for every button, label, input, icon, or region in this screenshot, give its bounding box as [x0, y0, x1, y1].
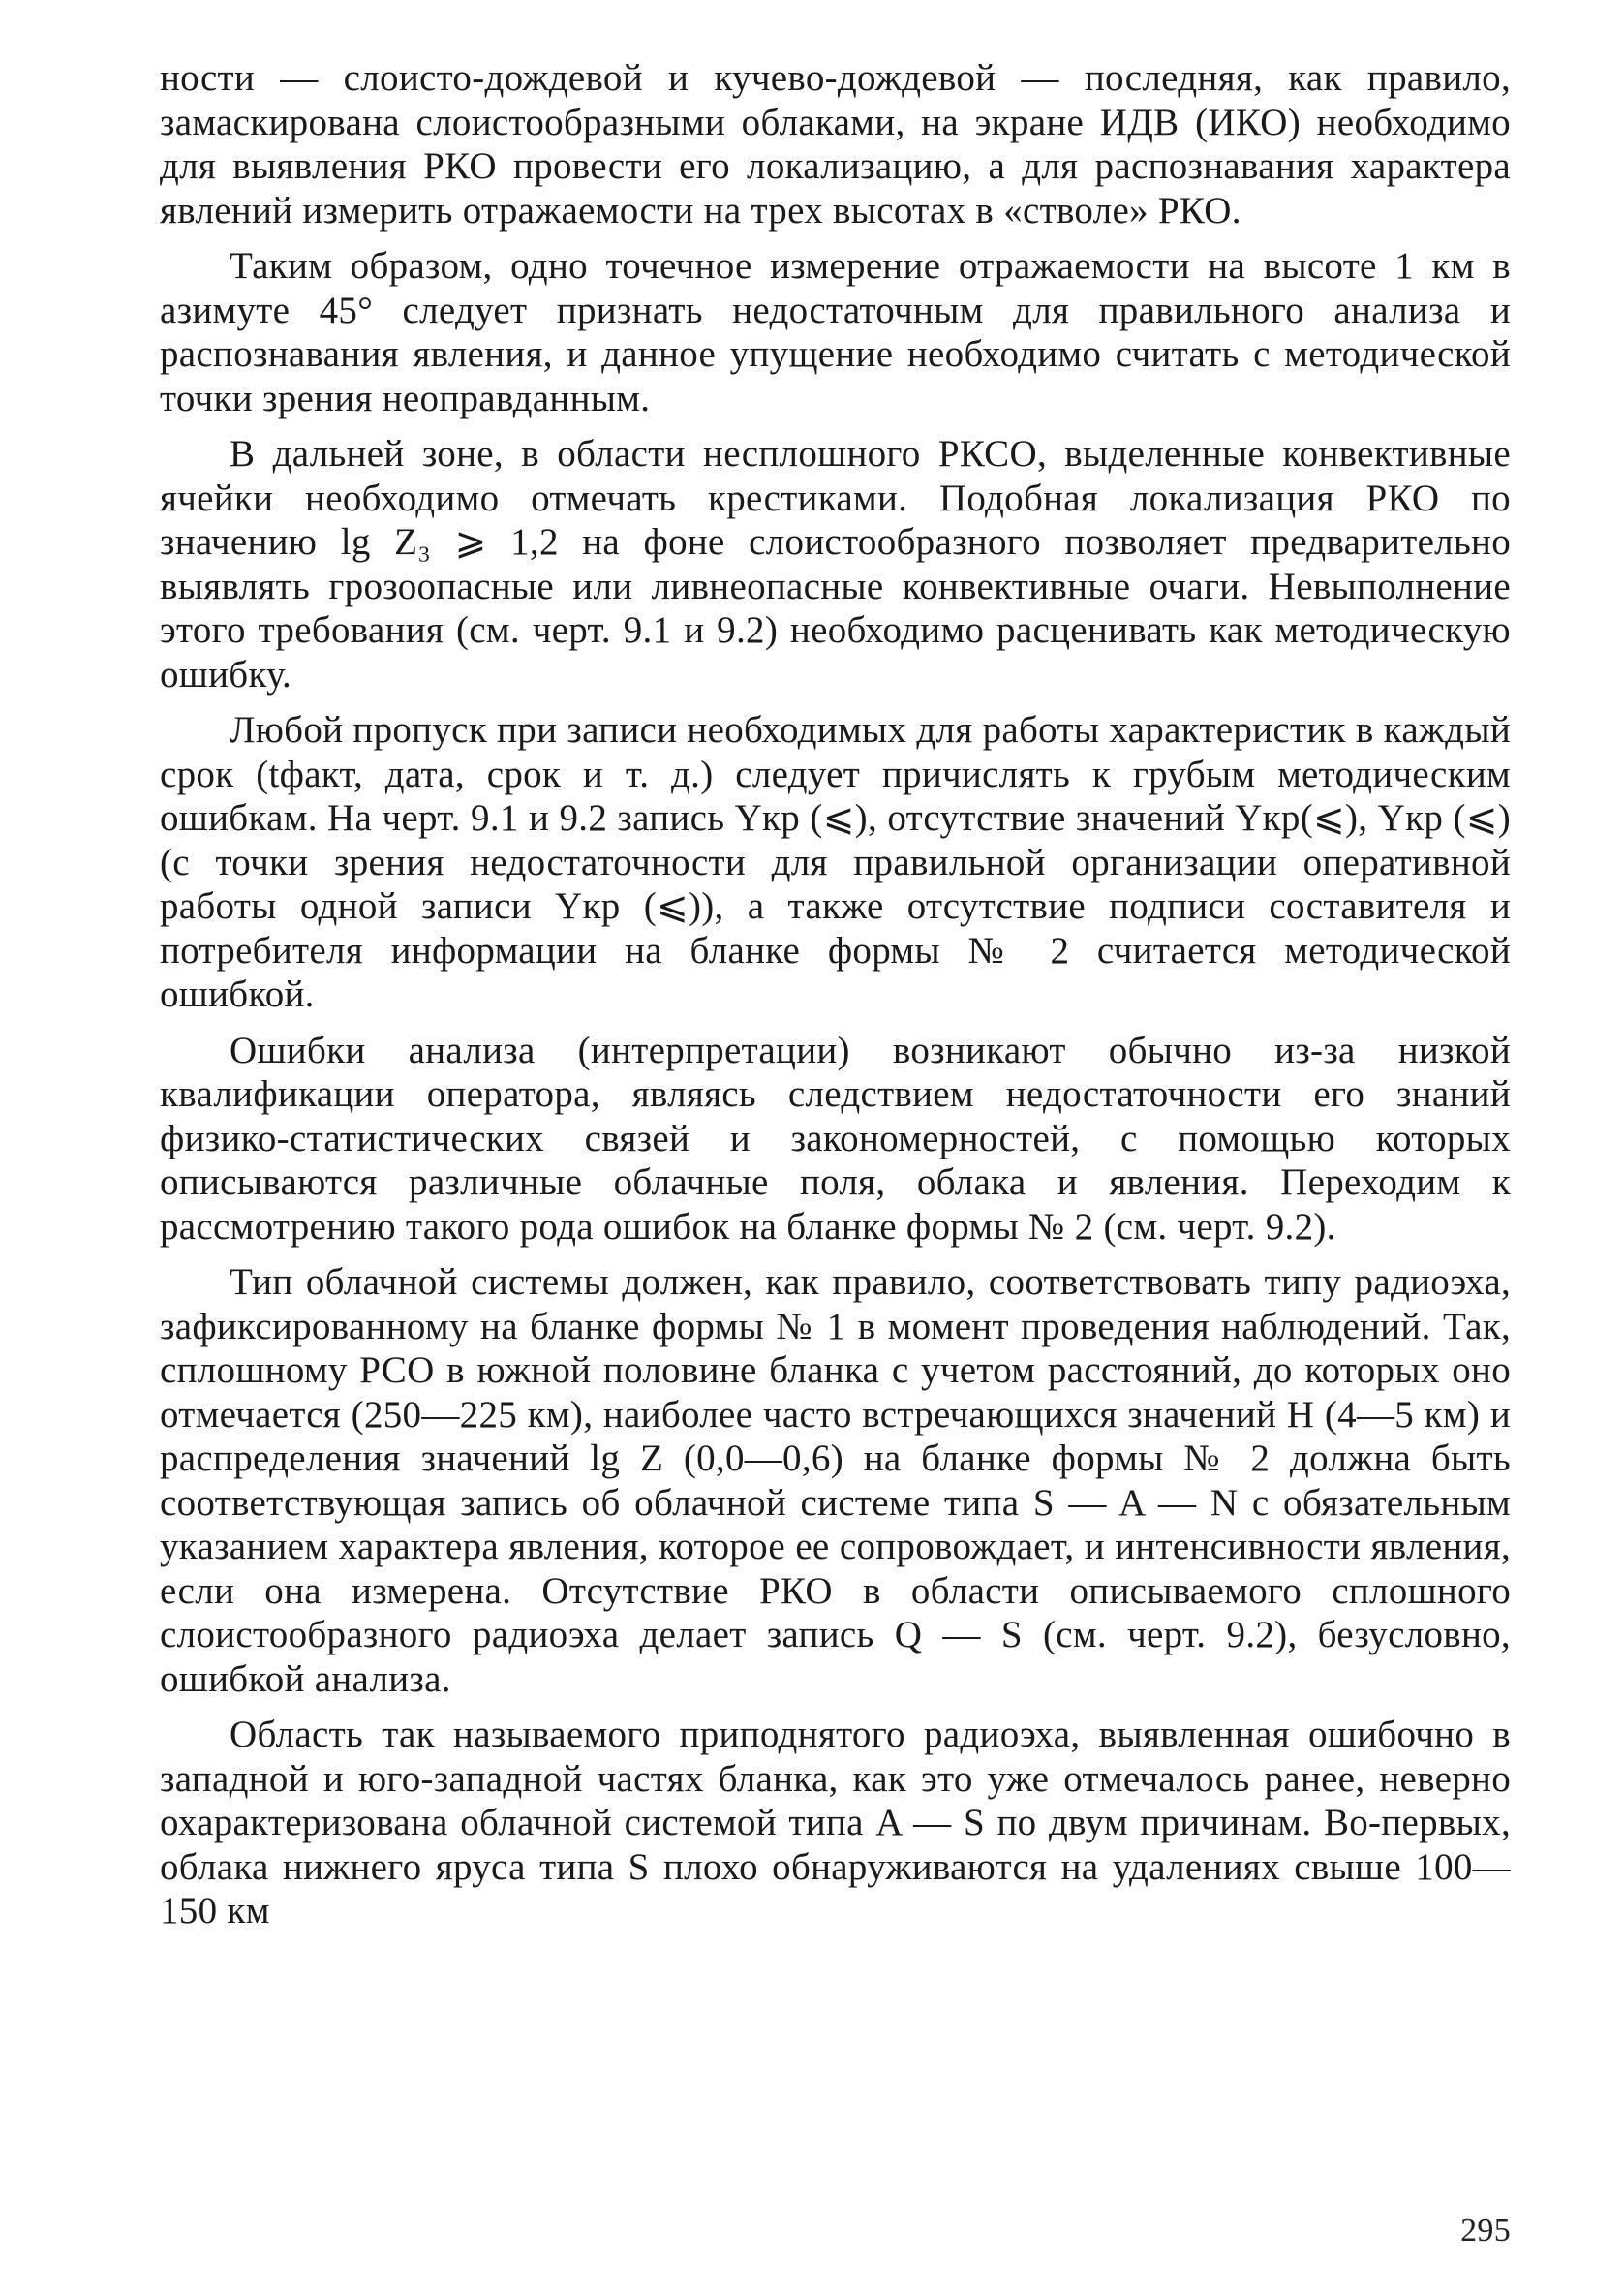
- paragraph-3: В дальней зоне, в области несплошного РКСО, выделенные конвективные ячейки необходимо отмечать крестиками. Подобная локализация РКО по значению lg Z₃ ⩾ 1,2 на фоне слоистообразного позволяет предварительно выявлять грозоопасные или ливнеопасные конвективные очаги. Невыполнение этого требования (см. черт. 9.1 и 9.2) необходимо расценивать как методическую ошибку.: [160, 433, 1511, 696]
- paragraph-4: Любой пропуск при записи необходимых для работы характеристик в каждый срок (tфакт, дата, срок и т. д.) следует причислять к грубым методическим ошибкам. На черт. 9.1 и 9.2 запись Yкр (⩽), отсутствие значений Yкр(⩽), Yкр (⩽) (с точки зрения недостаточности для правильной организации оперативной работы одной записи Yкр (⩽)), а также отсутствие подписи составителя и потребителя информации на бланке формы № 2 считается методической ошибкой.: [160, 709, 1511, 1015]
- paragraph-6: Тип облачной системы должен, как правило, соответствовать типу радиоэха, зафиксированному на бланке формы № 1 в момент проведения наблюдений. Так, сплошному РСО в южной половине бланка с учетом расстояний, до которых оно отмечается (250—225 км), наиболее часто встречающихся значений H (4—5 км) и распределения значений lg Z (0,0—0,6) на бланке формы № 2 должна быть соответствующая запись об облачной системе типа S — A — N с обязательным указанием характера явления, которое ее сопровождает, и интенсивности явления, если она измерена. Отсутствие РКО в области описываемого сплошного слоистообразного радиоэха делает запись Q — S (см. черт. 9.2), безусловно, ошибкой анализа.: [160, 1261, 1511, 1700]
- paragraph-1: ности — слоисто-дождевой и кучево-дождевой — последняя, как правило, замаскирована слоистообразными облаками, на экране ИДВ (ИКО) необходимо для выявления РКО провести его локализацию, а для распознавания характера явлений измерить отражаемости на трех высотах в «стволе» РКО.: [160, 57, 1511, 232]
- paragraph-7: Область так называемого приподнятого радиоэха, выявленная ошибочно в западной и юго-западной частях бланка, как это уже отмечалось ранее, неверно охарактеризована облачной системой типа A — S по двум причинам. Во-первых, облака нижнего яруса типа S плохо обнаруживаются на удалениях свыше 100—150 км: [160, 1714, 1511, 1932]
- paragraph-5: Ошибки анализа (интерпретации) возникают обычно из-за низкой квалификации оператора, являясь следствием недостаточности его знаний физико-статистических связей и закономерностей, с помощью которых описываются различные облачные поля, облака и явления. Переходим к рассмотрению такого рода ошибок на бланке формы № 2 (см. черт. 9.2).: [160, 1029, 1511, 1248]
- document-page: [160, 56, 1511, 2255]
- page-number: 295: [1460, 2212, 1511, 2248]
- paragraph-2: Таким образом, одно точечное измерение отражаемости на высоте 1 км в азимуте 45° следует признать недостаточным для правильного анализа и распознавания явления, и данное упущение необходимо считать с методической точки зрения неоправданным.: [160, 245, 1511, 419]
